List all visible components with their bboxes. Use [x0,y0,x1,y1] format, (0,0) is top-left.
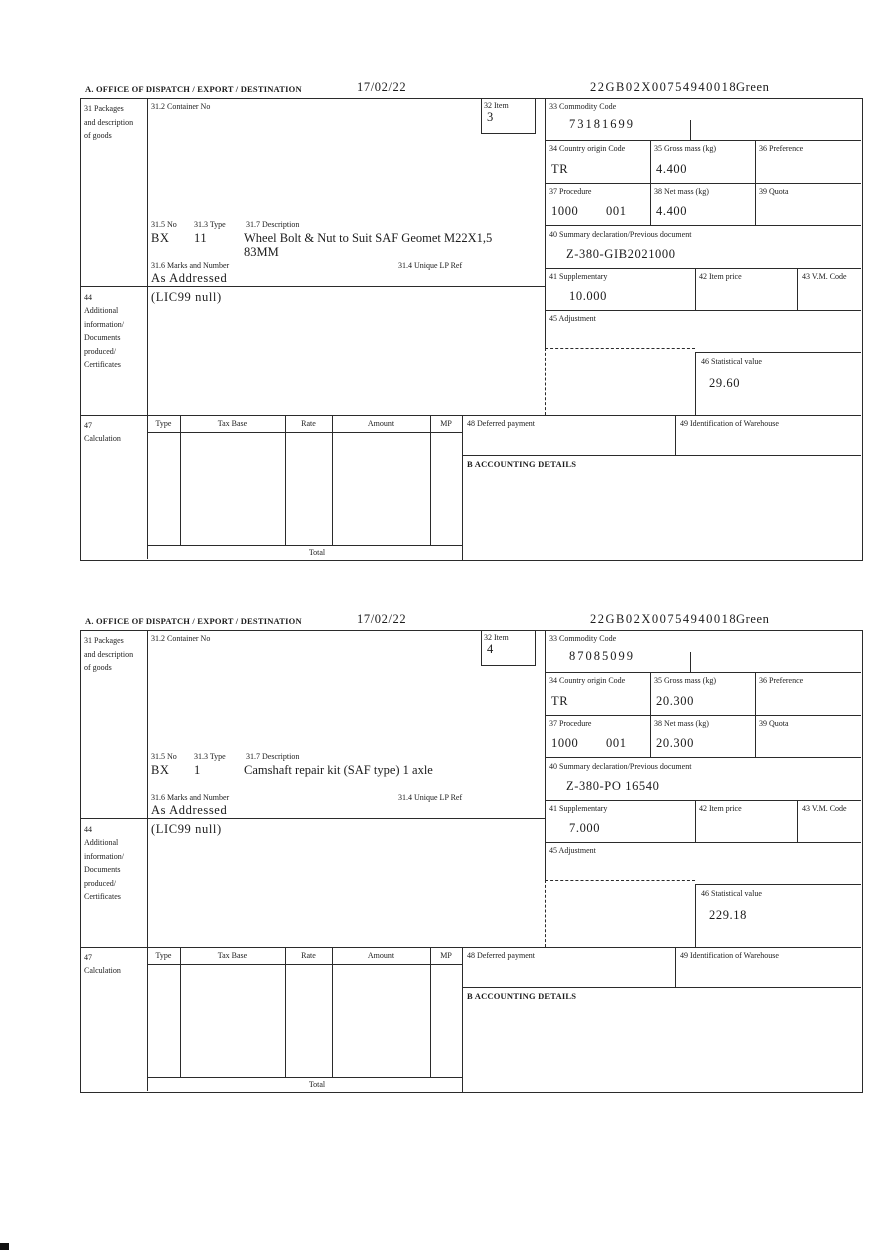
box49-warehouse-label: 49 Identification of Warehouse [680,951,779,960]
box47-number: 47 [84,421,92,430]
office-of-dispatch-label: A. OFFICE OF DISPATCH / EXPORT / DESTINATION [85,84,302,94]
divider-line [545,757,861,758]
divider-line [797,800,798,842]
col-type-header: Type [155,419,172,428]
form-frame [80,630,863,1093]
divider-line [80,286,545,287]
box38-net-mass-label: 38 Net mass (kg) [654,187,709,196]
box39-quota-label: 39 Quota [759,719,789,728]
col-rate-header: Rate [301,419,316,428]
divider-line [147,545,462,546]
gross-mass-value: 20.300 [656,694,694,708]
box43-vm-code-label: 43 V.M. Code [802,272,847,281]
box47-calculation-label: Calculation [84,434,121,443]
box44-additional-info-label: Additional information/ Documents produced/ Certificates [84,838,124,901]
divider-dashed [545,880,695,881]
box33-commodity-label: 33 Commodity Code [549,634,617,643]
divider-line [462,415,463,560]
col-rate-header: Rate [301,951,316,960]
country-origin-value: TR [551,162,569,176]
goods-description-value: Wheel Bolt & Nut to Suit SAF Geomet M22X1,5 83MM [244,231,493,259]
divider-line [675,415,676,455]
divider-line [650,140,651,225]
country-origin-value: TR [551,694,569,708]
box32-item-label: 32 Item [484,101,509,110]
box31-6-marks-label: 31.6 Marks and Number [151,261,230,270]
date-value: 17/02/22 [357,612,407,626]
routing-value: Green [736,80,770,94]
divider-dashed [545,348,546,415]
divider-line [332,415,333,545]
divider-line [545,672,861,673]
box47-calculation-label: Calculation [84,966,121,975]
divider-line [481,665,536,666]
box36-preference-label: 36 Preference [759,144,804,153]
divider-line [147,1077,462,1078]
box32-item-label: 32 Item [484,633,509,642]
col-amount-header: Amount [367,951,395,960]
box37-procedure-label: 37 Procedure [549,719,592,728]
divider-line [695,884,861,885]
box46-statistical-value-label: 46 Statistical value [701,889,762,898]
divider-line [545,225,861,226]
box31-7-description-label: 31.7 Description [246,220,300,229]
divider-line [332,947,333,1077]
divider-line [462,987,861,988]
box33-commodity-label: 33 Commodity Code [549,102,617,111]
box37-procedure-label: 37 Procedure [549,187,592,196]
box40-summary-declaration-label: 40 Summary declaration/Previous document [549,762,692,771]
divider-line [690,120,691,140]
net-mass-value: 20.300 [656,736,694,750]
scan-artifact [0,1243,9,1250]
divider-line [147,630,148,1091]
divider-dashed [545,348,695,349]
divider-line [755,672,756,757]
divider-line [545,800,861,801]
divider-dashed [545,880,546,947]
divider-line [545,715,861,716]
box34-country-origin-label: 34 Country origin Code [549,676,626,685]
box31-packages-label: 31 Packages and description of goods [84,104,134,140]
box45-adjustment-label: 45 Adjustment [549,314,596,323]
box47-number: 47 [84,953,92,962]
commodity-code-value: 87085099 [569,649,635,663]
divider-line [285,947,286,1077]
form-frame [80,98,863,561]
box31-3-type-label: 31.3 Type [194,752,226,761]
package-no-value: BX [151,763,170,777]
col-mp-header: MP [440,951,452,960]
item-number-value: 3 [487,110,494,124]
box44-number: 44 [84,825,92,834]
box38-net-mass-label: 38 Net mass (kg) [654,719,709,728]
divider-line [675,947,676,987]
divider-line [545,842,861,843]
divider-line [545,310,861,311]
box31-5-no-label: 31.5 No [151,752,177,761]
box31-4-unique-lp-label: 31.4 Unique LP Ref [398,261,463,270]
box31-6-marks-label: 31.6 Marks and Number [151,793,230,802]
statistical-value: 229.18 [709,908,747,922]
box35-gross-mass-label: 35 Gross mass (kg) [654,676,716,685]
box35-gross-mass-label: 35 Gross mass (kg) [654,144,716,153]
box31-7-description-label: 31.7 Description [246,752,300,761]
supplementary-value: 10.000 [569,289,607,303]
divider-line [545,140,861,141]
goods-description-value: Camshaft repair kit (SAF type) 1 axle [244,763,433,777]
item-block-1 [80,80,863,562]
total-label: Total [308,1080,326,1089]
divider-line [481,133,536,134]
procedure-value-1: 1000 [551,736,579,750]
divider-line [285,415,286,545]
box41-supplementary-label: 41 Supplementary [549,804,608,813]
divider-line [797,268,798,310]
divider-line [481,630,482,665]
box31-4-unique-lp-label: 31.4 Unique LP Ref [398,793,463,802]
procedure-value-2: 001 [606,204,627,218]
col-tax-base-header: Tax Base [217,951,248,960]
divider-line [147,432,462,433]
box43-vm-code-label: 43 V.M. Code [802,804,847,813]
package-type-value: 1 [194,763,201,777]
divider-line [430,947,431,1077]
marks-value: As Addressed [151,271,228,285]
box31-2-container-label: 31.2 Container No [151,102,211,111]
divider-line [695,800,696,842]
package-type-value: 11 [194,231,208,245]
gross-mass-value: 4.400 [656,162,688,176]
box31-2-container-label: 31.2 Container No [151,634,211,643]
box44-number: 44 [84,293,92,302]
divider-line [695,352,696,415]
box45-adjustment-label: 45 Adjustment [549,846,596,855]
divider-line [695,884,696,947]
divider-line [147,964,462,965]
mrn-value: 22GB02X00754940018 [590,80,738,94]
office-of-dispatch-label: A. OFFICE OF DISPATCH / EXPORT / DESTINATION [85,616,302,626]
divider-line [535,630,536,665]
box48-deferred-payment-label: 48 Deferred payment [467,419,535,428]
divider-line [430,415,431,545]
col-type-header: Type [155,951,172,960]
additional-info-value: (LIC99 null) [151,822,222,836]
divider-line [545,268,861,269]
divider-line [80,818,545,819]
box36-preference-label: 36 Preference [759,676,804,685]
divider-line [690,652,691,672]
total-label: Total [308,548,326,557]
previous-document-value: Z-380-PO 16540 [566,779,660,793]
net-mass-value: 4.400 [656,204,688,218]
package-no-value: BX [151,231,170,245]
date-value: 17/02/22 [357,80,407,94]
col-mp-header: MP [440,419,452,428]
divider-line [80,415,861,416]
commodity-code-value: 73181699 [569,117,635,131]
routing-value: Green [736,612,770,626]
box31-packages-label: 31 Packages and description of goods [84,636,134,672]
box39-quota-label: 39 Quota [759,187,789,196]
divider-line [695,268,696,310]
item-block-2 [80,612,863,1094]
supplementary-value: 7.000 [569,821,601,835]
col-tax-base-header: Tax Base [217,419,248,428]
box44-additional-info-label: Additional information/ Documents produced/ Certificates [84,306,124,369]
box31-3-type-label: 31.3 Type [194,220,226,229]
divider-line [462,455,861,456]
divider-line [80,947,861,948]
box48-deferred-payment-label: 48 Deferred payment [467,951,535,960]
box49-warehouse-label: 49 Identification of Warehouse [680,419,779,428]
divider-line [545,183,861,184]
divider-line [180,947,181,1077]
divider-line [695,352,861,353]
mrn-value: 22GB02X00754940018 [590,612,738,626]
marks-value: As Addressed [151,803,228,817]
divider-line [481,98,482,133]
box31-5-no-label: 31.5 No [151,220,177,229]
procedure-value-2: 001 [606,736,627,750]
divider-line [147,98,148,559]
box46-statistical-value-label: 46 Statistical value [701,357,762,366]
statistical-value: 29.60 [709,376,741,390]
box40-summary-declaration-label: 40 Summary declaration/Previous document [549,230,692,239]
accounting-details-label: B ACCOUNTING DETAILS [467,459,577,469]
additional-info-value: (LIC99 null) [151,290,222,304]
divider-line [535,98,536,133]
box41-supplementary-label: 41 Supplementary [549,272,608,281]
accounting-details-label: B ACCOUNTING DETAILS [467,991,577,1001]
divider-line [650,672,651,757]
box42-item-price-label: 42 Item price [699,804,742,813]
divider-line [180,415,181,545]
box34-country-origin-label: 34 Country origin Code [549,144,626,153]
col-amount-header: Amount [367,419,395,428]
previous-document-value: Z-380-GIB2021000 [566,247,676,261]
box42-item-price-label: 42 Item price [699,272,742,281]
procedure-value-1: 1000 [551,204,579,218]
divider-line [755,140,756,225]
item-number-value: 4 [487,642,494,656]
divider-line [462,947,463,1092]
